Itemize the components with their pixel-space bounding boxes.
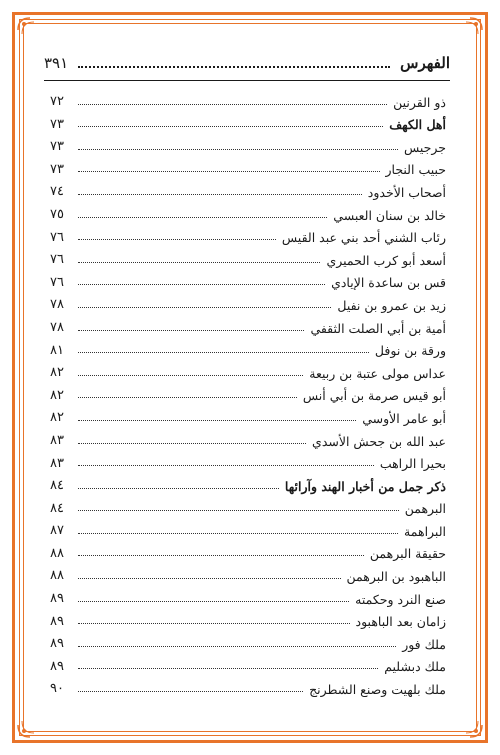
- dot-leader: [78, 510, 399, 511]
- dot-leader: [78, 623, 350, 624]
- corner-ornament-icon: [454, 709, 488, 743]
- dot-leader: [78, 284, 325, 285]
- toc-entry-label: البرهمن: [404, 501, 446, 517]
- toc-entry-label: أبو عامر الأوسي: [362, 410, 446, 426]
- dot-leader: [78, 194, 362, 195]
- toc-entry-label: حقيقة البرهمن: [369, 546, 446, 562]
- toc-entry-page-number: ٧٨: [50, 319, 64, 335]
- toc-entry: [50, 539, 446, 562]
- toc-entry-label: ملك فور: [402, 636, 446, 652]
- toc-entry: [50, 494, 446, 517]
- dot-leader: [78, 126, 383, 127]
- toc-entry: [50, 652, 446, 675]
- toc-entry: [50, 290, 446, 313]
- toc-entry-label: خالد بن سنان العبسي: [333, 207, 446, 223]
- toc-entry: [50, 471, 446, 494]
- toc-entry: [50, 561, 446, 584]
- dot-leader: [78, 149, 398, 150]
- dot-leader: [78, 668, 378, 669]
- toc-entry-label: أمية بن أبي الصلت الثقفي: [310, 320, 446, 336]
- dot-leader: [78, 420, 356, 421]
- toc-entry: [50, 110, 446, 133]
- toc-entry-page-number: ٧٣: [50, 116, 64, 132]
- toc-entry-label: بحيرا الراهب: [379, 456, 446, 472]
- toc-entry: [50, 358, 446, 381]
- toc-entry: [50, 132, 446, 155]
- toc-entry: [50, 403, 446, 426]
- dot-leader: [78, 578, 341, 579]
- toc-entry-page-number: ٧٦: [50, 229, 64, 245]
- dot-leader: [78, 646, 396, 647]
- toc-entry-label: أسعد أبو كرب الحميري: [326, 252, 446, 268]
- dot-leader: [78, 691, 303, 692]
- toc-entry-page-number: ٨٨: [50, 568, 64, 584]
- dot-leader: [78, 104, 387, 105]
- dot-leader: [78, 488, 279, 489]
- header-rule: [44, 80, 450, 81]
- toc-entry-page-number: ٧٢: [50, 94, 64, 109]
- toc-entry-page-number: ٨٣: [50, 455, 64, 471]
- corner-ornament-icon: [12, 709, 46, 743]
- toc-entry-page-number: ٨٢: [50, 365, 64, 381]
- toc-entry: [50, 381, 446, 404]
- toc-entry-page-number: ٧٣: [50, 161, 64, 177]
- dot-leader: [78, 352, 369, 353]
- dot-leader: [78, 465, 374, 466]
- toc-entry-label: حبيب النجار: [385, 162, 446, 178]
- dot-leader: [78, 66, 390, 68]
- toc-entry-label: أصحاب الأخدود: [367, 184, 446, 200]
- running-header: [44, 50, 450, 76]
- corner-ornament-icon: [454, 12, 488, 46]
- toc-entry-label: عداس مولى عتبة بن ربيعة: [309, 365, 446, 381]
- dot-leader: [78, 217, 327, 218]
- toc-entry: [50, 516, 446, 539]
- toc-entry: [50, 336, 446, 359]
- toc-entry: [50, 155, 446, 178]
- toc-entry-page-number: ٨٧: [50, 523, 64, 539]
- toc-entry-page-number: ٧٥: [50, 206, 64, 222]
- toc-entry: [50, 223, 446, 246]
- toc-entry-page-number: ٨٩: [50, 658, 64, 674]
- toc-entry-label: ملك بلهيت وصنع الشطرنج: [309, 682, 446, 698]
- toc-entry: [50, 200, 446, 223]
- toc-entry-label: الباهبود بن البرهمن: [346, 569, 446, 585]
- toc-entry: [50, 629, 446, 652]
- toc-entry-page-number: ٩٠: [50, 681, 64, 697]
- toc-entry-page-number: ٨١: [50, 342, 64, 358]
- header-page-number: ٣٩١: [44, 54, 69, 72]
- toc-entry-page-number: ٨٤: [50, 478, 64, 494]
- toc-entry-label: ورقة بن نوفل: [374, 343, 446, 359]
- table-of-contents: [50, 87, 446, 697]
- toc-entry: [50, 87, 446, 110]
- toc-entry-page-number: ٧٣: [50, 139, 64, 155]
- dot-leader: [78, 555, 364, 556]
- toc-entry-label: ذو القرنين: [393, 94, 446, 110]
- dot-leader: [78, 307, 331, 308]
- toc-entry-label: عبد الله بن جحش الأسدي: [312, 433, 446, 449]
- toc-entry: [50, 245, 446, 268]
- dot-leader: [78, 330, 304, 331]
- toc-entry-page-number: ٨٩: [50, 613, 64, 629]
- corner-ornament-icon: [12, 12, 46, 46]
- dot-leader: [78, 171, 380, 172]
- toc-entry-label: صنع النرد وحكمته: [355, 591, 446, 607]
- toc-entry-page-number: ٨٨: [50, 545, 64, 561]
- dot-leader: [78, 601, 349, 602]
- toc-entry-label: أهل الكهف: [389, 117, 446, 133]
- toc-entry: [50, 268, 446, 291]
- toc-entry-label: ذكر جمل من أخبار الهند وآرائها: [284, 478, 446, 494]
- toc-entry-label: أبو قيس صرمة بن أبي أنس: [302, 388, 446, 404]
- toc-entry-label: البراهمة: [404, 523, 446, 539]
- toc-entry-page-number: ٨٢: [50, 410, 64, 426]
- toc-entry-page-number: ٨٤: [50, 500, 64, 516]
- toc-entry-label: زيد بن عمرو بن نفيل: [337, 297, 446, 313]
- toc-entry-label: زامان بعد الباهبود: [355, 614, 446, 630]
- toc-entry-page-number: ٧٨: [50, 297, 64, 313]
- dot-leader: [78, 375, 303, 376]
- dot-leader: [78, 397, 297, 398]
- dot-leader: [78, 262, 320, 263]
- toc-entry: [50, 313, 446, 336]
- dot-leader: [78, 239, 276, 240]
- toc-entry-label: جرجيس: [403, 139, 446, 155]
- toc-entry: [50, 584, 446, 607]
- toc-entry-page-number: ٨٣: [50, 432, 64, 448]
- dot-leader: [78, 443, 306, 444]
- toc-entry-page-number: ٨٢: [50, 387, 64, 403]
- toc-entry-page-number: ٨٩: [50, 636, 64, 652]
- toc-entry: [50, 449, 446, 472]
- dot-leader: [78, 533, 398, 534]
- toc-entry-page-number: ٧٦: [50, 274, 64, 290]
- toc-entry-page-number: ٧٦: [50, 252, 64, 268]
- toc-entry-label: قس بن ساعدة الإيادي: [331, 275, 446, 291]
- header-title: الفهرس: [400, 54, 450, 72]
- toc-entry: [50, 607, 446, 630]
- toc-entry-label: رئاب الشني أحد بني عبد القيس: [281, 230, 446, 246]
- toc-entry: [50, 674, 446, 697]
- toc-entry-label: ملك دبشليم: [384, 659, 446, 675]
- toc-entry: [50, 426, 446, 449]
- toc-entry-page-number: ٨٩: [50, 591, 64, 607]
- toc-entry-page-number: ٧٤: [50, 184, 64, 200]
- toc-entry: [50, 177, 446, 200]
